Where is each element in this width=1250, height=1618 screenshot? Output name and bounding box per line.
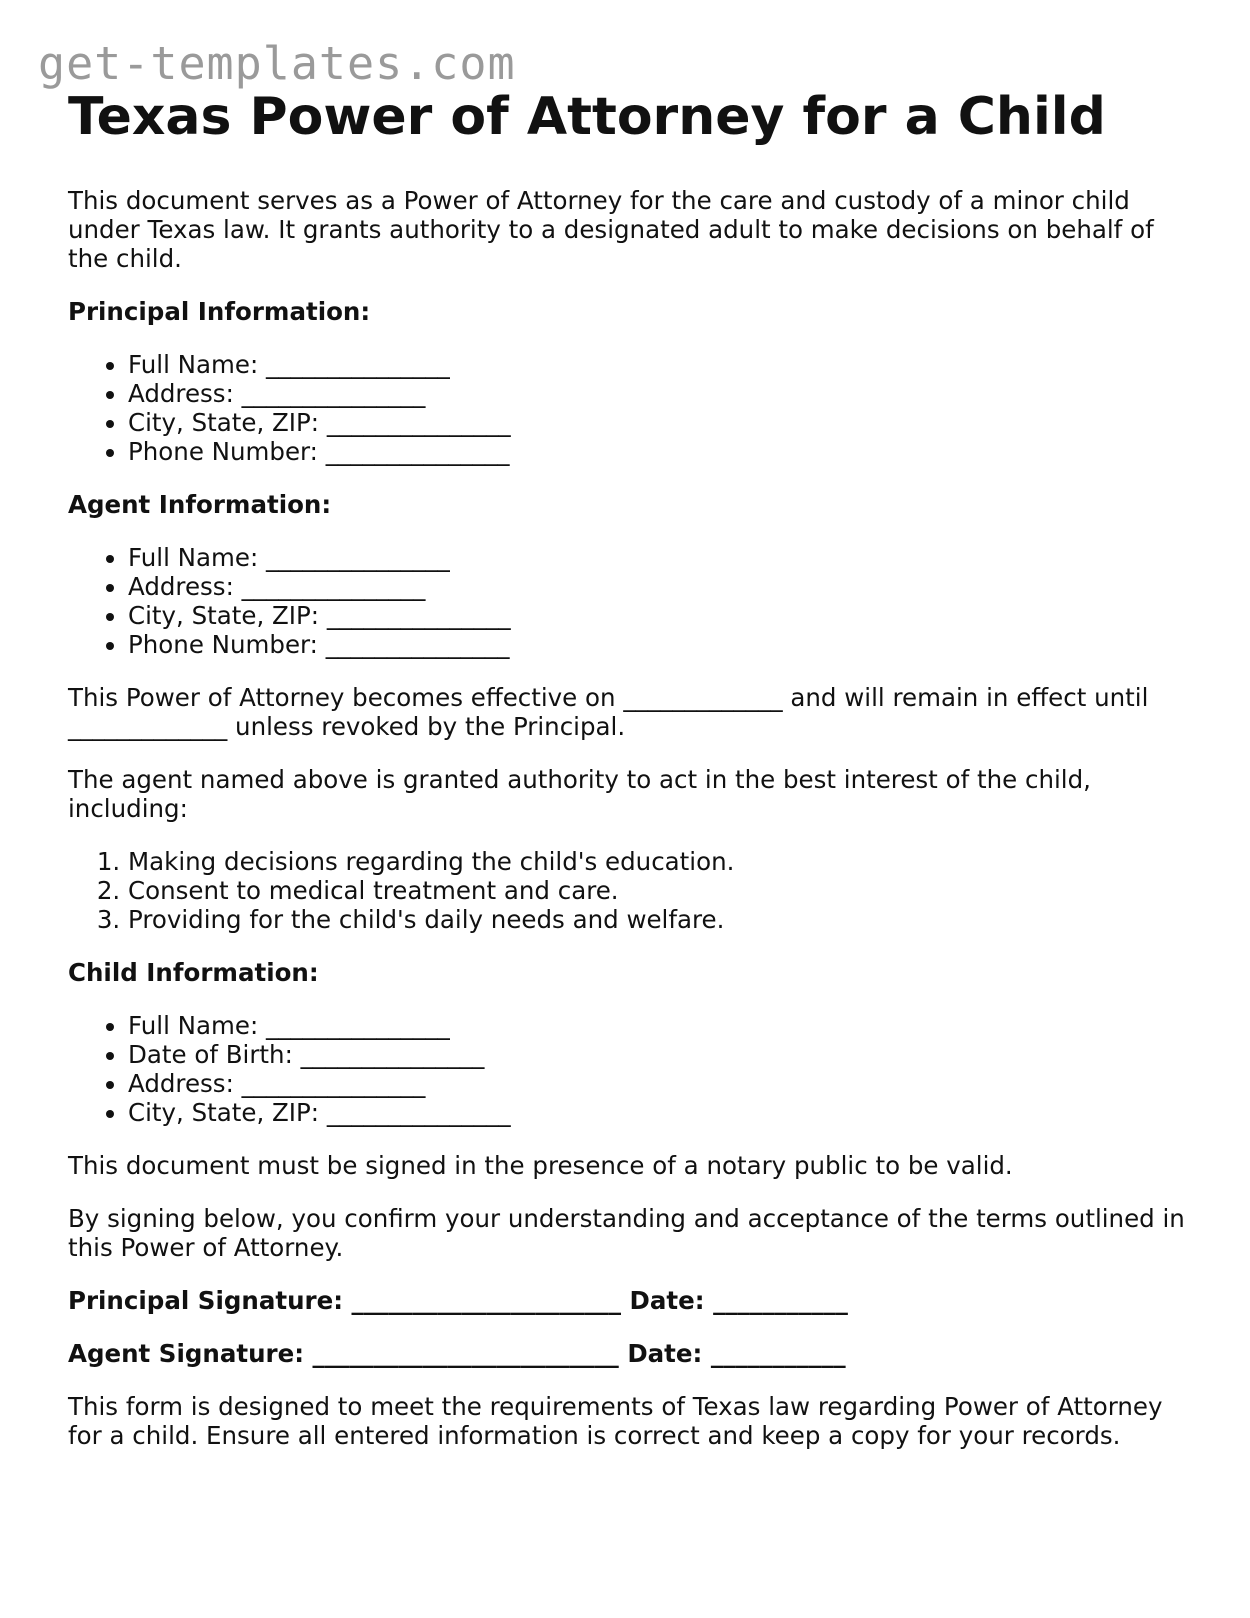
principal-phone-field: • Phone Number: _______________ (128, 437, 1193, 466)
child-fields (68, 1011, 1193, 1127)
child-address-field: • Address: _______________ (128, 1069, 1193, 1098)
watermark: get-templates.com (38, 37, 516, 90)
authority-intro: The agent named above is granted authority to act in the best interest of the child, including: (68, 765, 1091, 823)
confirmation-paragraph: By signing below, you confirm your understanding and acceptance of the terms outlined in this Power of Attorney. (68, 1204, 1185, 1262)
document-page (68, 82, 1193, 1474)
authority-item-medical: 2. Consent to medical treatment and care. (128, 876, 1193, 905)
agent-city-state-zip-field: • City, State, ZIP: _______________ (128, 601, 1193, 630)
child-city-state-zip-field: • City, State, ZIP: _______________ (128, 1098, 1193, 1127)
effective-dates-paragraph: This Power of Attorney becomes effective on _____________ and will remain in effect until _____________ unless revoked by the Principal. (68, 683, 1149, 741)
notary-paragraph: This document must be signed in the presence of a notary public to be valid. (68, 1151, 1013, 1180)
agent-phone-field: • Phone Number: _______________ (128, 630, 1193, 659)
agent-heading: Agent Information: (68, 490, 332, 519)
authority-item-welfare: 3. Providing for the child's daily needs and welfare. (128, 905, 1193, 934)
page-title: Texas Power of Attorney for a Child (68, 87, 1106, 147)
authority-item-education: 1. Making decisions regarding the child's education. (128, 847, 1193, 876)
footer-paragraph: This form is designed to meet the requirements of Texas law regarding Power of Attorney for a child. Ensure all entered information is correct and keep a copy for your records. (68, 1392, 1163, 1450)
agent-address-field: • Address: _______________ (128, 572, 1193, 601)
principal-signature-line: Principal Signature: ______________________ Date: ___________ (68, 1286, 848, 1315)
child-heading: Child Information: (68, 958, 319, 987)
principal-address-field: • Address: _______________ (128, 379, 1193, 408)
principal-full-name-field: • Full Name: _______________ (128, 350, 1193, 379)
agent-signature-line: Agent Signature: _________________________ Date: ___________ (68, 1339, 846, 1368)
authority-list (68, 847, 1193, 934)
principal-heading: Principal Information: (68, 297, 371, 326)
child-date-of-birth-field: • Date of Birth: _______________ (128, 1040, 1193, 1069)
agent-fields (68, 543, 1193, 659)
principal-city-state-zip-field: • City, State, ZIP: _______________ (128, 408, 1193, 437)
intro-paragraph: This document serves as a Power of Attorney for the care and custody of a minor child under Texas law. It grants authority to a designated adult to make decisions on behalf of the child. (68, 186, 1154, 273)
principal-fields (68, 350, 1193, 466)
agent-full-name-field: • Full Name: _______________ (128, 543, 1193, 572)
child-full-name-field: • Full Name: _______________ (128, 1011, 1193, 1040)
